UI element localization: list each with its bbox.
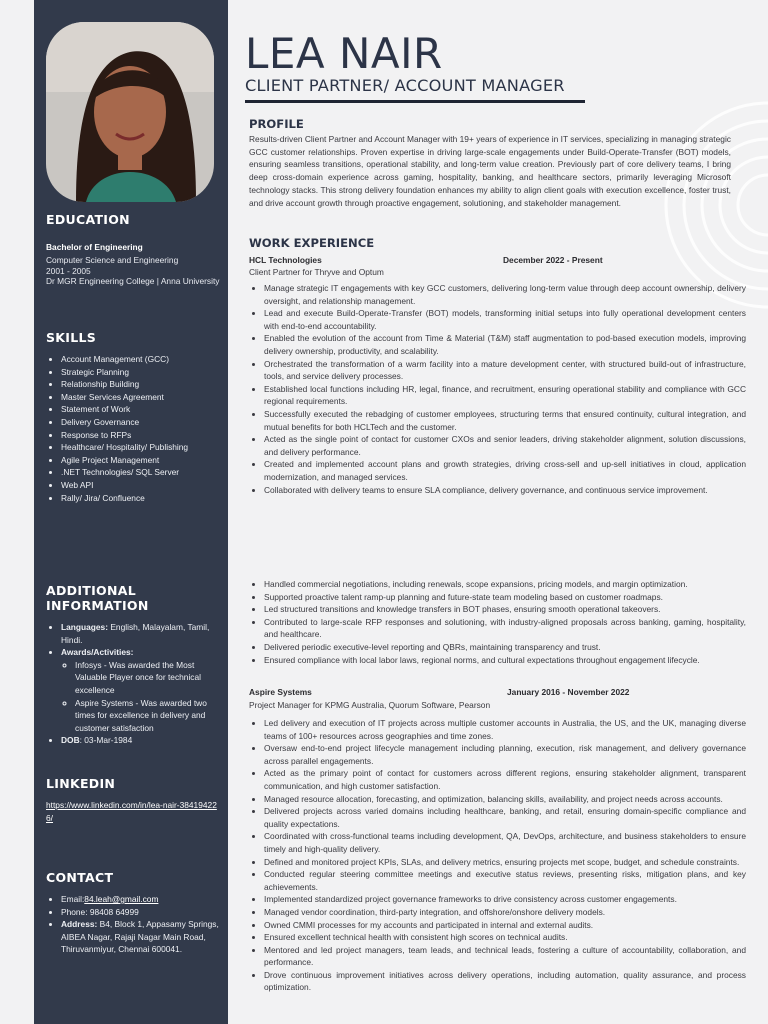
company-name: HCL Technologies xyxy=(249,255,322,265)
email-item: • Email:84.leah@gmail.com xyxy=(61,893,222,906)
list-item: • Owned CMMI processes for my accounts and participated in internal and external audits. xyxy=(264,919,746,932)
skills-list xyxy=(46,353,222,504)
list-item: • Acted as the primary point of contact for customers across different regions, ensuring stakeholder alignment, transparent communication, and high customer satisfaction. xyxy=(264,767,746,792)
job-bullets xyxy=(249,717,746,994)
list-item: • Supported proactive talent ramp-up planning and future-state team modeling based on customer roadmaps. xyxy=(264,591,746,604)
list-item: • Ensured excellent technical health with consistent high scores on technical audits. xyxy=(264,931,746,944)
list-item: • Enabled the evolution of the account from Time & Material (T&M) staff augmentation to pod-based execution models, improving delivery ownership, productivity, and scalability. xyxy=(264,332,746,357)
additional-info-section xyxy=(46,583,222,747)
list-item: • Relationship Building xyxy=(61,378,222,391)
job-header xyxy=(249,255,731,265)
list-item: • Mentored and led project managers, team leads, and technical leads, fostering a culture of accountability, collaboration, and performance. xyxy=(264,944,746,969)
languages-item: • Languages: English, Malayalam, Tamil, Hindi. xyxy=(61,621,222,646)
list-item: • Managed vendor coordination, third-party integration, and offshore/onshore delivery models. xyxy=(264,906,746,919)
list-item: • Lead and execute Build-Operate-Transfer (BOT) models, transforming initial setups into fully operational development centers with end-to-end accountability. xyxy=(264,307,746,332)
list-item: • Acted as the single point of contact for customer CXOs and senior leaders, driving stakeholder alignment, solution discussions, and delivery performance. xyxy=(264,433,746,458)
phone-item: • Phone: 98408 64999 xyxy=(61,906,222,919)
candidate-name: LEA NAIR xyxy=(245,29,443,78)
email-link[interactable]: 84.leah@gmail.com xyxy=(84,894,159,904)
job-header xyxy=(249,687,731,697)
list-item: • Defined and monitored project KPIs, SLAs, and delivery metrics, ensuring projects met scope, budget, and schedule constraints. xyxy=(264,856,746,869)
list-item: • Contributed to large-scale RFP responses and solutioning, with industry-aligned proposals across banking, gaming, hospitality, and healthcare. xyxy=(264,616,746,641)
job-dates: January 2016 - November 2022 xyxy=(507,687,630,697)
contact-heading: CONTACT xyxy=(46,870,114,885)
list-item: • .NET Technologies/ SQL Server xyxy=(61,466,222,479)
list-item: • Led delivery and execution of IT projects across multiple customer accounts in Australia, the US, and the UK, managing diverse teams of 100+ resources across geographies and time zones. xyxy=(264,717,746,742)
list-item: • Led structured transitions and knowledge transfers in BOT phases, ensuring smooth operational takeovers. xyxy=(264,603,746,616)
work-experience-heading: WORK EXPERIENCE xyxy=(249,236,375,250)
job-bullets xyxy=(249,282,746,496)
list-item: • Established local functions including HR, legal, finance, and recruitment, ensuring operational stability and compliance with GCC regional requirements. xyxy=(264,383,746,408)
education-section xyxy=(46,212,222,287)
list-item: • Web API xyxy=(61,479,222,492)
profile-photo xyxy=(46,22,214,202)
awards-item: • Awards/Activities: ◦ Infosys - Was awarded the Most Valuable Player once for technical excellence ◦ Aspire Systems - Was awarded two times for excellence in delivery and customer satisfaction xyxy=(61,646,222,734)
contact-list xyxy=(46,893,222,956)
profile-text: Results-driven Client Partner and Account Manager with 19+ years of experience in IT services, specializing in managing strategic GCC customer relationships. Proven expertise in driving large-scale engagements under Build-Operate-Transfer (BOT) models, ensuring seamless transitions, operational stability, and long-term value creation. Previously part of core delivery teams, I bring deep cross-domain experience across gaming, hospitality, banking, and healthcare sectors, primarily leveraging Microsoft technology stacks. This strong delivery foundation enhances my ability to align client goals with execution excellence, foster trust, and drive account growth through proactive engagement, solutioning, and stakeholder management. xyxy=(249,134,731,208)
job-bullets-continued xyxy=(249,578,746,666)
list-item: • Strategic Planning xyxy=(61,366,222,379)
job-title: Client Partner for Thryve and Optum xyxy=(249,267,384,277)
linkedin-link[interactable]: https://www.linkedin.com/in/lea-nair-384194226/ xyxy=(46,800,217,823)
title-divider xyxy=(245,100,585,103)
sidebar xyxy=(34,0,228,1024)
list-item: • Successfully executed the rebadging of customer employees, structuring terms that ensured continuity, cultural integration, and mutual benefits for both HCLTech and the customer. xyxy=(264,408,746,433)
award-item: ◦ Infosys - Was awarded the Most Valuable Player once for technical excellence xyxy=(75,659,222,697)
dob-item: • DOB: 03-Mar-1984 xyxy=(61,734,222,747)
candidate-role: CLIENT PARTNER/ ACCOUNT MANAGER xyxy=(245,76,565,95)
education-years: 2001 - 2005 xyxy=(46,265,91,276)
contact-section xyxy=(46,870,222,956)
list-item: • Master Services Agreement xyxy=(61,391,222,404)
list-item: • Managed resource allocation, forecasting, and optimization, balancing skills, availability, and project needs across accounts. xyxy=(264,793,746,806)
education-degree: Bachelor of Engineering xyxy=(46,242,143,252)
list-item: • Coordinated with cross-functional teams including development, QA, DevOps, architecture, and business stakeholders to ensure timely and high-quality delivery. xyxy=(264,830,746,855)
award-item: ◦ Aspire Systems - Was awarded two times for excellence in delivery and customer satisfaction xyxy=(75,697,222,735)
education-college: Dr MGR Engineering College | Anna University xyxy=(46,276,220,287)
list-item: • Rally/ Jira/ Confluence xyxy=(61,492,222,505)
additional-info-heading: ADDITIONAL INFORMATION xyxy=(46,583,149,613)
list-item: • Ensured compliance with local labor laws, regional norms, and cultural expectations throughout engagement lifecycle. xyxy=(264,654,746,667)
list-item: • Handled commercial negotiations, including renewals, scope expansions, pricing models, and margin optimization. xyxy=(264,578,746,591)
job-dates: December 2022 - Present xyxy=(503,255,603,265)
list-item: • Oversaw end-to-end project lifecycle management including planning, execution, risk management, and delivery governance across parallel engagements. xyxy=(264,742,746,767)
list-item: • Delivery Governance xyxy=(61,416,222,429)
list-item: • Manage strategic IT engagements with key GCC customers, delivering long-term value through deep account ownership, delivery oversight, and relationship management. xyxy=(264,282,746,307)
list-item: • Agile Project Management xyxy=(61,454,222,467)
list-item: • Collaborated with delivery teams to ensure SLA compliance, delivery governance, and continuous service improvement. xyxy=(264,484,746,497)
skills-heading: SKILLS xyxy=(46,330,97,345)
skills-section xyxy=(46,330,222,504)
list-item: • Drove continuous improvement initiatives across delivery operations, including automation, quality assurance, and process optimization. xyxy=(264,969,746,994)
list-item: • Delivered projects across varied domains including healthcare, banking, and retail, ensuring domain-specific compliance and quality expectations. xyxy=(264,805,746,830)
education-heading: EDUCATION xyxy=(46,212,130,227)
job-title: Project Manager for KPMG Australia, Quorum Software, Pearson xyxy=(249,700,491,710)
list-item: • Created and implemented account plans and growth strategies, driving cross-sell and up-sell initiatives in cloud, application modernization, and managed services. xyxy=(264,458,746,483)
profile-heading: PROFILE xyxy=(249,117,304,131)
list-item: • Account Management (GCC) xyxy=(61,353,222,366)
list-item: • Conducted regular steering committee meetings and executive status reviews, presenting risks, mitigation plans, and key achievements. xyxy=(264,868,746,893)
list-item: • Healthcare/ Hospitality/ Publishing xyxy=(61,441,222,454)
list-item: • Orchestrated the transformation of a warm facility into a mature development center, with structured build-out of infrastructure, tools, and service delivery processes. xyxy=(264,358,746,383)
list-item: • Statement of Work xyxy=(61,403,222,416)
linkedin-heading: LINKEDIN xyxy=(46,776,116,791)
list-item: • Implemented standardized project governance frameworks to drive consistency across customer engagements. xyxy=(264,893,746,906)
company-name: Aspire Systems xyxy=(249,687,312,697)
list-item: • Response to RFPs xyxy=(61,429,222,442)
address-item: • Address: B4, Block 1, Appasamy Springs, AIBEA Nagar, Rajaji Nagar Main Road, Thiruvanmiyur, Chennai 600041. xyxy=(61,918,222,956)
education-field: Computer Science and Engineering xyxy=(46,254,179,265)
list-item: • Delivered periodic executive-level reporting and QBRs, maintaining transparency and trust. xyxy=(264,641,746,654)
linkedin-section xyxy=(46,776,222,824)
additional-info-list xyxy=(46,621,222,747)
